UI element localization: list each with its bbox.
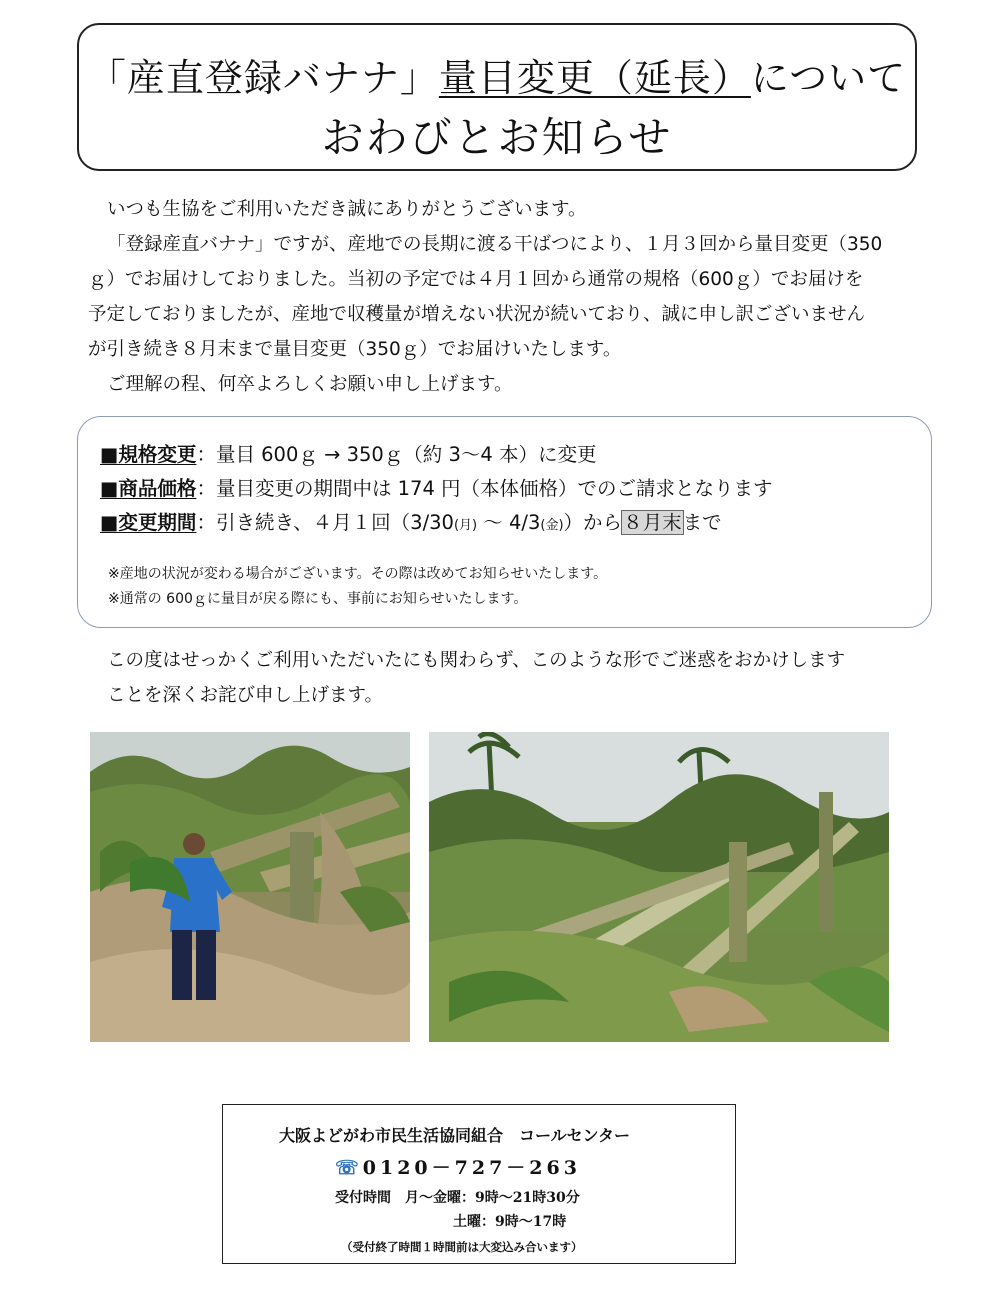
contact-box <box>222 1104 736 1264</box>
title-pre: 「産直登録バナナ」 <box>87 56 439 100</box>
title-line-2: おわびとお知らせ <box>321 113 673 162</box>
spec-label: ■規格変更 <box>100 443 197 466</box>
intro-line-4: 予定しておりましたが、産地で収穫量が増えない状況が続いており、誠に申し訳ございません <box>88 304 866 325</box>
period-row <box>100 507 722 535</box>
phone-icon: ☏ <box>335 1157 363 1179</box>
period-highlight: ８月末 <box>623 511 682 534</box>
period-mid: ～ 4/3 <box>477 511 541 534</box>
period-label: ■変更期間 <box>100 511 197 534</box>
contact-hours-weekday: 受付時間 月～金曜：9時～21時30分 <box>335 1190 580 1206</box>
title-line-1 <box>79 47 915 102</box>
period-end: まで <box>682 511 722 534</box>
photo-fallen-banana-field <box>429 732 889 1042</box>
contact-note: （受付終了時間１時間前は大変込み合います） <box>341 1240 583 1254</box>
contact-phone[interactable]: 0120－727－263 <box>362 1157 581 1179</box>
info-box <box>77 416 932 628</box>
intro-line-1: いつも生協をご利用いただき誠にありがとうございます。 <box>107 199 587 220</box>
contact-phone-row <box>335 1153 581 1180</box>
photo-farmer-banana-field <box>90 732 410 1042</box>
note-2: ※通常の 600ｇに量目が戻る際にも、事前にお知らせいたします。 <box>108 591 528 607</box>
note-1: ※産地の状況が変わる場合がございます。その際は改めてお知らせいたします。 <box>108 566 608 582</box>
price-row <box>100 473 773 501</box>
apology-line-1: この度はせっかくご利用いただいたにも関わらず、このような形でご迷惑をおかけします <box>107 650 846 671</box>
spec-value: ：量目 600ｇ → 350ｇ（約 3～4 本）に変更 <box>196 443 597 466</box>
intro-line-5: が引き続き８月末まで量目変更（350ｇ）でお届けいたします。 <box>88 339 622 360</box>
title-box <box>77 23 917 171</box>
intro-line-6: ご理解の程、何卒よろしくお願い申し上げます。 <box>107 374 513 395</box>
title-underlined: 量目変更（延長） <box>438 56 751 100</box>
period-from: ）から <box>563 511 623 534</box>
price-label: ■商品価格 <box>100 477 197 500</box>
intro-line-2: 「登録産直バナナ」ですが、産地での長期に渡る干ばつにより、１月３回から量目変更（350 <box>107 234 883 255</box>
intro-line-3: ｇ）でお届けしておりました。当初の予定では４月１回から通常の規格（600ｇ）でお届けを <box>88 269 864 290</box>
period-pre: ：引き続き、４月１回（3/30 <box>196 511 454 534</box>
period-fri: (金) <box>540 518 564 533</box>
price-value: ：量目変更の期間中は 174 円（本体価格）でのご請求となります <box>196 477 773 500</box>
apology-line-2: ことを深くお詫び申し上げます。 <box>107 685 384 706</box>
spec-row <box>100 439 597 467</box>
title-post: について <box>750 56 907 100</box>
contact-hours-sat: 土曜：9時～17時 <box>453 1214 567 1230</box>
contact-org: 大阪よどがわ市民生活協同組合 コールセンター <box>279 1126 631 1145</box>
period-mon: (月) <box>453 518 478 533</box>
